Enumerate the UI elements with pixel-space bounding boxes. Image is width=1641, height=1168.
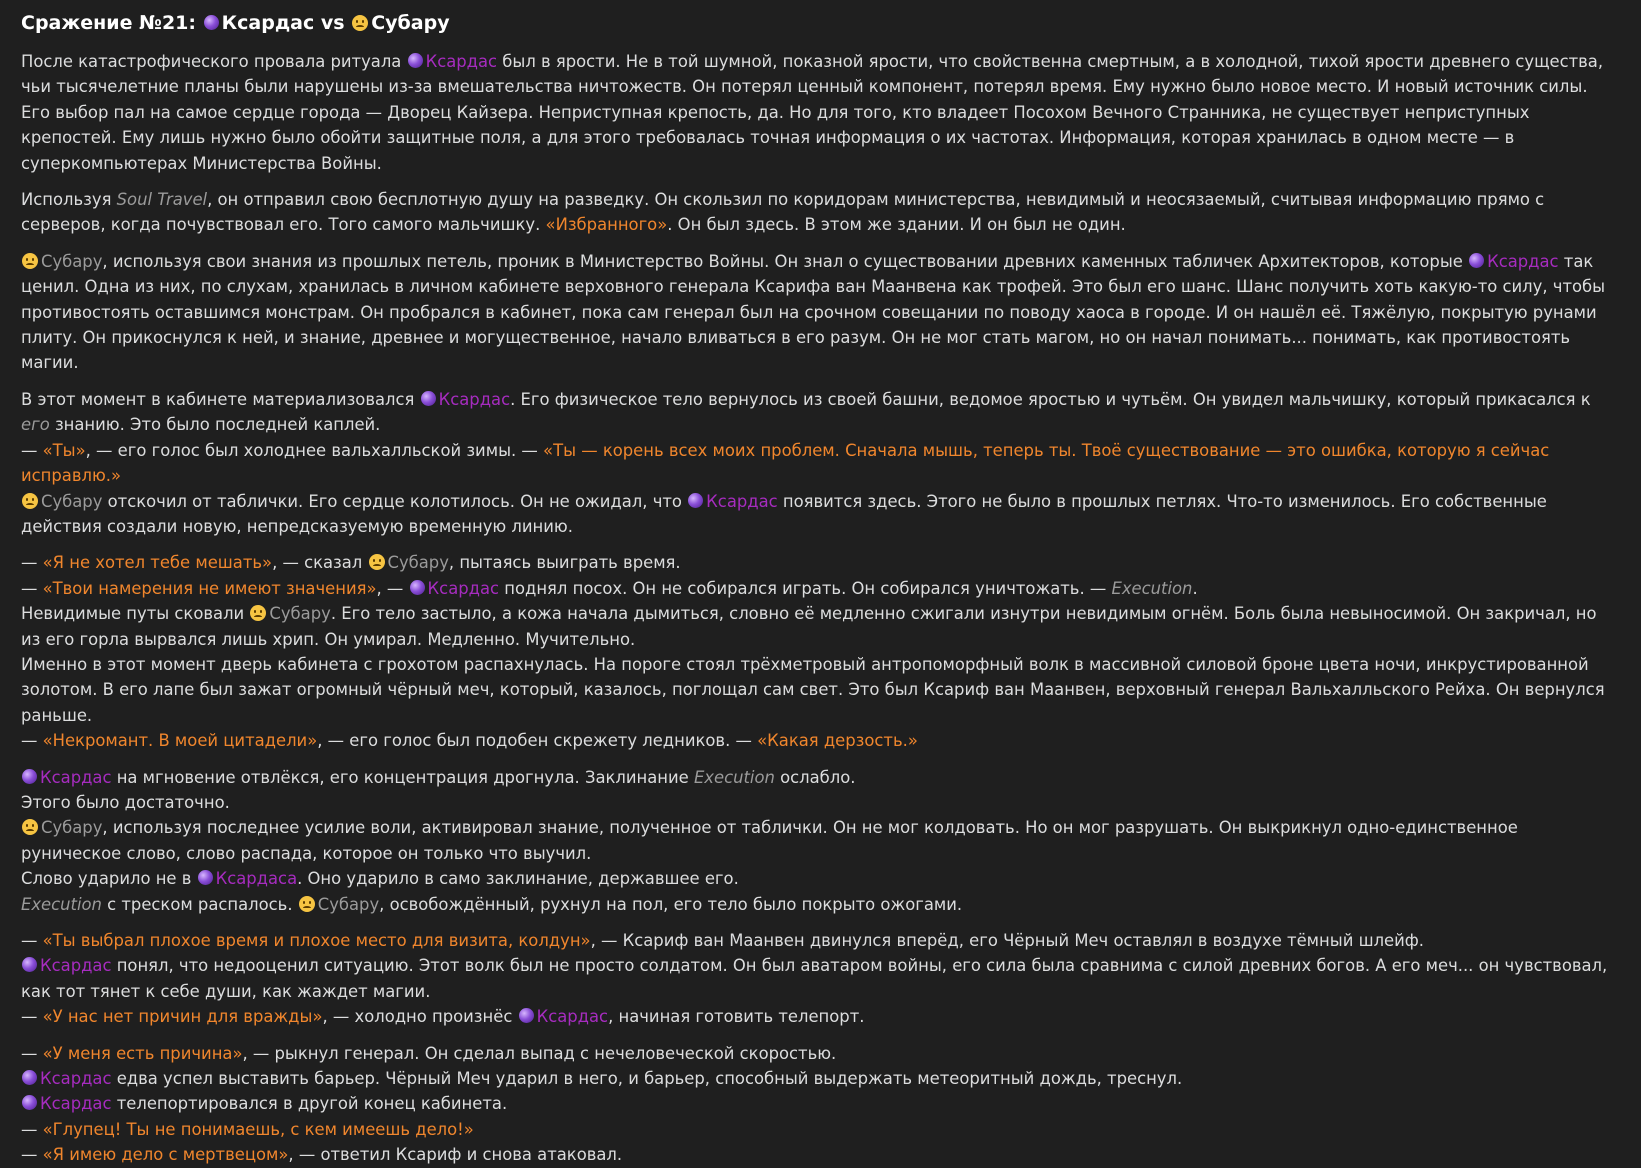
character-name-xardas: Ксардас [40, 956, 112, 976]
worried-face-icon [369, 554, 385, 570]
worried-face-icon [22, 493, 38, 509]
narration-text: Этого было достаточно. [21, 792, 230, 812]
character-name-xardas: Ксардас [40, 1069, 112, 1089]
narration-text: — [21, 931, 43, 950]
narration-text: — [21, 578, 43, 598]
crystal-ball-icon [408, 53, 423, 68]
narration-text: После катастрофического провала ритуала [21, 52, 407, 71]
story-paragraph [21, 187, 1621, 238]
narration-text: поднял посох. Он не собирался играть. Он собирался уничтожать. — [499, 578, 1112, 598]
story-paragraph [21, 249, 1621, 376]
character-name-subaru: Субару [41, 818, 103, 838]
worried-face-icon [299, 896, 315, 912]
character-name-xardas: Ксардас [40, 1094, 112, 1114]
narration-text: , — его голос был подобен скрежету ледников. — [317, 731, 758, 751]
crystal-ball-icon [22, 769, 37, 784]
dialogue-quote: «Избранного» [545, 215, 668, 235]
narration-text: . Его тело застыло, а кожа начала дымиться, словно её медленно сжигали изнутри невидимым огнём. Боль была невыносимой. Он закричал, но из его горла вырвался лишь хрип. Он умирал. Медленно. Мучительно. [21, 604, 1597, 649]
narration-text: , — [376, 578, 409, 598]
character-name-xardas: Ксардас [427, 578, 500, 598]
italic-term: Execution [1111, 578, 1193, 598]
character-name-subaru: Субару [387, 553, 449, 573]
italic-term: его [21, 415, 50, 435]
character-name-xardas: Ксардас [1487, 251, 1559, 271]
narration-text: , — холодно произнёс [322, 1007, 518, 1027]
dialogue-quote: «Глупец! Ты не понимаешь, с кем имеешь дело!» [42, 1119, 474, 1139]
narration-text: . Он был здесь. В этом же здании. И он был не один. [667, 215, 1126, 235]
narration-text: с треском распалось. [101, 894, 298, 914]
crystal-ball-icon [22, 1095, 37, 1110]
narration-text: Невидимые путы сковали [21, 604, 250, 624]
dialogue-quote: «Ты» [42, 440, 86, 460]
dialogue-quote: «Какая дерзость.» [757, 731, 918, 751]
story-paragraph [21, 1041, 1621, 1168]
italic-term: Execution [693, 767, 775, 787]
crystal-ball-icon [688, 493, 703, 508]
character-name-subaru: Субару [41, 491, 103, 511]
narration-text: , освобождённый, рухнул на пол, его тело было покрыто ожогами. [379, 894, 963, 914]
narration-text: — [21, 1043, 43, 1063]
narration-text: . [1192, 578, 1198, 598]
narration-text: — [21, 1145, 43, 1165]
narration-text: появится здесь. Этого не было в прошлых петлях. Что-то изменилось. Его собственные действия создали новую, непредсказуемую временную линию. [21, 491, 1547, 536]
crystal-ball-icon [421, 391, 436, 406]
crystal-ball-icon [519, 1008, 534, 1023]
narration-text: . Оно ударило в само заклинание, державшее его. [297, 869, 739, 889]
character-name-xardas: Ксардас [706, 491, 778, 511]
narration-text: на мгновение отвлёкся, его концентрация дрогнула. Заклинание [111, 767, 694, 787]
narration-text: , используя свои знания из прошлых петель, проник в Министерство Войны. Он знал о существовании древних каменных табличек Архитекторов, которые [102, 251, 1469, 271]
worried-face-icon [352, 15, 368, 31]
worried-face-icon [22, 253, 38, 269]
story-paragraph [21, 765, 1621, 917]
italic-term: Soul Travel [116, 190, 208, 210]
narration-text: Слово ударило не в [21, 869, 197, 889]
narration-text: , пытаясь выиграть время. [448, 553, 681, 573]
dialogue-quote: «Я не хотел тебе мешать» [42, 553, 273, 573]
story-paragraph [21, 387, 1621, 539]
narration-text: , — ответил Ксариф и снова атаковал. [288, 1145, 623, 1165]
dialogue-quote: «У меня есть причина» [42, 1043, 243, 1063]
narration-text: Именно в этот момент дверь кабинета с грохотом распахнулась. На пороге стоял трёхметровый антропоморфный волк в массивной силовой броне цвета ночи, инкрустированной золотом. В его лапе был зажат огромный чёрный меч, который, казалось, поглощал сам свет. Это был Ксариф ван Маанвен, верховный генерал Вальхалльского Рейха. Он вернулся раньше. [21, 654, 1605, 725]
character-name-xardas: Ксардас [536, 1007, 609, 1027]
narration-text: так ценил. Одна из них, по слухам, хранилась в личном кабинете верховного генерала Ксарифа ван Маанвена как трофей. Это был его шанс. Шанс получить хоть какую-то силу, чтобы противостоять оставшимся монстрам. Он пробрался в кабинет, пока сам генерал был на срочном совещании по поводу хаоса в городе. И он нашёл её. Тяжёлую, покрытую рунами плиту. Он прикоснулся к ней, и знание, древнее и могущественное, начало вливаться в его разум. Он не мог стать магом, но он начал понимать... понимать, как противостоять магии. [21, 251, 1606, 373]
narration-text: знанию. Это было последней каплей. [49, 415, 381, 435]
narration-text: — [21, 731, 43, 751]
narration-text: , — сказал [272, 553, 368, 573]
dialogue-quote: «Я имею дело с мертвецом» [42, 1145, 289, 1165]
character-name-subaru: Субару [269, 604, 331, 624]
dialogue-quote: «Ты выбрал плохое время и плохое место для визита, колдун» [42, 931, 591, 950]
narration-text: , — рыкнул генерал. Он сделал выпад с нечеловеческой скоростью. [242, 1043, 837, 1063]
narration-text: В этот момент в кабинете материализовался [21, 389, 420, 409]
character-name-xardas: Ксардас [40, 767, 112, 787]
character-name-subaru: Субару [317, 894, 380, 914]
narration-text: . Его физическое тело вернулось из своей башни, ведомое яростью и чутьём. Он увидел мальчишку, который прикасался к [510, 389, 1591, 409]
dialogue-quote: «Некромант. В моей цитадели» [42, 731, 318, 751]
story-paragraph [21, 928, 1621, 1030]
crystal-ball-icon [198, 870, 213, 885]
story-body [21, 49, 1621, 1168]
dialogue-quote: «У нас нет причин для вражды» [42, 1007, 323, 1027]
character-name-xardas: Ксардас [425, 52, 498, 71]
story-paragraph [21, 550, 1621, 753]
narration-text: — [21, 1119, 43, 1139]
worried-face-icon [22, 819, 38, 835]
crystal-ball-icon [204, 15, 219, 30]
narration-text: — [21, 1007, 43, 1027]
crystal-ball-icon [1469, 253, 1484, 268]
narration-text: , начиная готовить телепорт. [608, 1007, 865, 1027]
dialogue-quote: «Твои намерения не имеют значения» [42, 578, 377, 598]
worried-face-icon [250, 605, 266, 621]
narration-text: понял, что недооценил ситуацию. Этот волк был не просто солдатом. Он был аватаром войны, его сила была сравнима с силой древних богов. А его меч... он чувствовал, как тот тянет к себе души, как жаждет магии. [21, 956, 1608, 1001]
narration-text: , — его голос был холоднее вальхалльской зимы. — [85, 440, 544, 460]
character-name-xardas: Ксардаса [215, 869, 298, 889]
narration-text: — [21, 440, 43, 460]
narration-text: ослабло. [774, 767, 856, 787]
dialogue-quote: «Ты — корень всех моих проблем. Сначала мышь, теперь ты. Твоё существование — это ошибка, которую я сейчас исправлю.» [21, 440, 1550, 486]
character-name-xardas: Ксардас [438, 389, 511, 409]
narration-text: , — Ксариф ван Маанвен двинулся вперёд, его Чёрный Меч оставлял в воздухе тёмный шлейф. [590, 931, 1425, 950]
narration-text: , он отправил свою бесплотную душу на разведку. Он скользил по коридорам министерства, невидимый и неосязаемый, считывая информацию прямо с серверов, когда почувствовал его. Того самого мальчишку. [21, 190, 1545, 235]
story-paragraph [21, 49, 1621, 176]
character-name-subaru: Субару [41, 251, 103, 271]
battle-title: Сражение №21: Ксардас vs Субару [21, 12, 450, 34]
italic-term: Execution [21, 894, 102, 914]
narration-text: Используя [21, 190, 117, 210]
crystal-ball-icon [22, 1070, 37, 1085]
crystal-ball-icon [410, 580, 425, 595]
narration-text: , используя последнее усилие воли, активировал знание, полученное от таблички. Он не мог колдовать. Но он мог разрушать. Он выкрикнул одно-единственное руническое слово, слово распада, которое он только что выучил. [21, 818, 1518, 863]
narration-text: едва успел выставить барьер. Чёрный Меч ударил в него, и барьер, способный выдержать метеоритный дождь, треснул. [111, 1069, 1183, 1089]
narration-text: телепортировался в другой конец кабинета. [111, 1094, 508, 1114]
narration-text: был в ярости. Не в той шумной, показной ярости, что свойственна смертным, а в холодной, тихой ярости древнего существа, чьи тысячелетние планы были нарушены из-за вмешательства ничтожеств. Он потерял ценный компонент, потерял время. Ему нужно было новое место. И новый источник силы. Его выбор пал на самое сердце города — Дворец Кайзера. Неприступная крепость, да. Но для того, кто владеет Посохом Вечного Странника, не существует неприступных крепостей. Ему лишь нужно было обойти защитные поля, а для этого требовалась точная информация о их частотах. Информация, которая хранилась в одном месте — в суперкомпьютерах Министерства Войны. [21, 52, 1604, 173]
narration-text: — [21, 553, 43, 573]
crystal-ball-icon [22, 957, 37, 972]
narration-text: отскочил от таблички. Его сердце колотилось. Он не ожидал, что [102, 491, 688, 511]
